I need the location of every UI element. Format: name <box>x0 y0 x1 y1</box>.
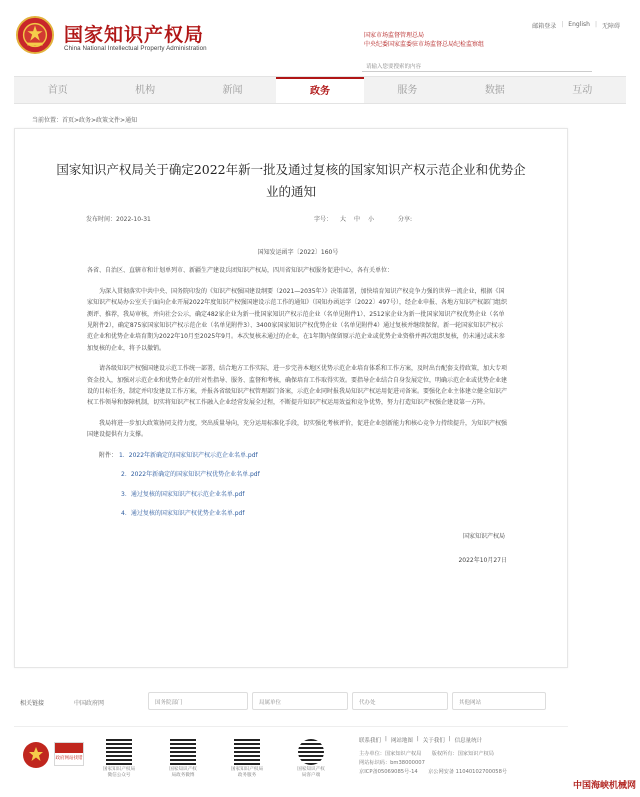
nav-interaction[interactable]: 互动 <box>572 85 593 96</box>
divider: | <box>416 736 419 742</box>
qr-code-icon <box>170 739 196 765</box>
footer-link-contact[interactable]: 联系我们 <box>359 738 382 744</box>
site-header <box>0 0 640 76</box>
nav-government-affairs[interactable]: 政务 <box>276 77 363 103</box>
document-number: 国知发运函字〔2022〕160号 <box>257 249 339 256</box>
main-nav <box>14 76 626 104</box>
attachment-list <box>121 469 509 519</box>
footer-link-about[interactable]: 关于我们 <box>422 738 445 744</box>
article-panel <box>14 128 568 668</box>
other-sites-select[interactable]: 其他网站 <box>452 692 546 710</box>
attachment-link[interactable]: 1．2022年新确定的国家知识产权示范企业名单.pdf <box>118 451 258 459</box>
find-error-badge[interactable] <box>54 742 84 766</box>
divider: | <box>385 736 387 742</box>
paragraph-3: 我局将进一步加大政策协同支持力度，突出质量导向，充分运用标准化手段，切实强化考核评价，促进企业创新能力和核心竞争力持续提升，为知识产权强国建设提供有力支撑。 <box>87 419 508 439</box>
footer-icp[interactable]: 京ICP备05069085号-14 京公网安备 11040102700058号 <box>359 769 508 775</box>
font-size-control <box>314 214 374 223</box>
logo-title[interactable]: 国家知识产权局 <box>64 24 205 46</box>
footer-link-statistics[interactable]: 信息量统计 <box>454 738 483 744</box>
qr-caption: 国家知识产权局 政务服务 <box>230 767 264 778</box>
font-size-small-button[interactable]: 小 <box>368 216 375 223</box>
footer-site-id: 网站标识码：bm38000007 <box>359 760 425 766</box>
nav-news[interactable]: 新闻 <box>222 85 243 96</box>
supervisor-line-1[interactable]: 国家市场监督管理总局 <box>364 32 425 39</box>
attachment-link[interactable]: 4．通过复核的国家知识产权优势企业名单.pdf <box>121 509 245 517</box>
watermark-text: 中国海峡机械网 <box>572 781 636 791</box>
site-footer <box>14 726 568 788</box>
divider: | <box>594 21 597 28</box>
related-links <box>0 688 640 718</box>
salutation: 各省、自治区、直辖市和计划单列市、新疆生产建设兵团知识产权局，四川省知识产权服务促进中心，各有关单位： <box>87 267 394 275</box>
nav-organization[interactable]: 机构 <box>135 85 156 96</box>
divider: | <box>561 21 564 28</box>
gov-site-link[interactable]: 中国政府网 <box>74 700 105 707</box>
footer-info <box>359 750 507 777</box>
attachment-row-4 <box>121 508 509 519</box>
article-body <box>87 247 509 566</box>
top-links <box>532 21 620 30</box>
nav-services[interactable]: 服务 <box>397 85 418 96</box>
font-size-medium-button[interactable]: 中 <box>354 216 361 223</box>
affiliated-units-select[interactable]: 局属单位 <box>252 692 348 710</box>
footer-link-sitemap[interactable]: 网站地图 <box>390 738 413 744</box>
qr-caption: 国家知识产权局 微信公众号 <box>102 767 136 778</box>
attachment-row-3 <box>121 489 509 500</box>
nav-home[interactable]: 首页 <box>47 85 68 96</box>
national-emblem-icon[interactable] <box>16 16 54 54</box>
breadcrumb[interactable]: 当前位置：首页>政务>政策文件>通知 <box>32 117 138 124</box>
font-size-label: 字号： <box>314 216 333 223</box>
find-error-badge-label: 政府网站找错 <box>55 756 83 761</box>
qr-code-icon <box>298 739 324 765</box>
qr-caption: 国家知识产权 局客户端 <box>297 767 325 778</box>
party-government-badge-icon[interactable] <box>22 741 50 769</box>
share-label[interactable]: 分享: <box>398 216 413 223</box>
state-council-select[interactable]: 国务院部门 <box>148 692 248 710</box>
publish-date: 发布时间：2022-10-31 <box>86 216 151 223</box>
top-link-accessibility[interactable]: 无障碍 <box>601 23 620 30</box>
attachment-link[interactable]: 2．2022年新确定的国家知识产权优势企业名单.pdf <box>121 471 260 479</box>
attachment-row-2 <box>121 469 509 480</box>
attachments-label: 附件： <box>99 451 118 459</box>
logo-subtitle: China National Intellectual Property Administration <box>64 45 207 52</box>
attachment-link[interactable]: 3．通过复核的国家知识产权示范企业名单.pdf <box>121 490 245 498</box>
article-title: 国家知识产权局关于确定2022年新一批及通过复核的国家知识产权示范企业和优势企业的通知 <box>56 162 526 199</box>
signature: 国家知识产权局 <box>462 533 505 541</box>
paragraph-2: 请各级知识产权强国建设示范工作统一部署，结合地方工作实际，进一步完善本地区优势示范企业培育体系和工作方案，及时出台配套支持政策，加大专项资金投入，加强对示范企业和优势企业的针对性指导、服务、监督和考核，确保培育工作取得实效。要指导企业结合自身发展定位，明确示范企业或优势企业建设的目标任务，制定并印发建设工作方案，并报各省级知识产权管理部门备案，示范企业同时报我局知识产权运用促进司备案。要强化企业主体建立健全知识产权工作领导和保障机制，切实将知识产权工作融入企业经营发展全过程，不断提升知识产权运用效益和竞争优势，努力打造知识产权强企建设第一方阵。 <box>87 365 508 407</box>
nav-data[interactable]: 数据 <box>484 85 505 96</box>
footer-sponsor: 主办单位：国家知识产权局 版权所有：国家知识产权局 <box>359 751 494 757</box>
search-input[interactable]: 请输入您要搜索的内容 <box>362 60 592 72</box>
top-link-english[interactable]: English <box>568 21 590 28</box>
attachment-row-1 <box>99 450 509 461</box>
signature-date: 2022年10月27日 <box>458 556 507 564</box>
qr-caption: 国家知识产权 局政务微博 <box>169 767 197 778</box>
divider: | <box>448 736 451 742</box>
paragraph-1: 为深入贯彻落实中共中央、国务院印发的《知识产权强国建设纲要（2021—2035年）》决策部署，加快培育知识产权竞争力强的世界一流企业，根据《国家知识产权局办公室关于面向企业开展2022年度知识产权强国建设示范工作的通知》（国知办函运字〔2022〕497号），经企业申报、各地方知识产权部门组织测评、推荐，我局审核，并向社会公示，确定482家企业为新一批国家知识产权示范企业（名单见附件1）、2512家企业为新一批国家知识产权优势企业（名单见附件2），确定875家国家知识产权示范企业（名单见附件3）、3400家国家知识产权优势企业（名单见附件4）通过复核并继续保留。新一轮国家知识产权示范企业和优势企业培育期为2022年10月至2025年9月。本次复核未通过的企业，在1年期内保留原示范企业或优势企业资格并再次组织复核，仍未通过或未参加复核的企业，将予以撤销。 <box>87 287 507 352</box>
supervisor-info <box>364 31 484 49</box>
footer-links <box>359 736 482 744</box>
supervisor-line-2[interactable]: 中央纪委国家监委驻市场监督总局纪检监察组 <box>364 41 485 48</box>
font-size-large-button[interactable]: 大 <box>340 216 347 223</box>
top-link-mail[interactable]: 邮箱登录 <box>532 23 557 30</box>
agency-office-select[interactable]: 代办处 <box>352 692 448 710</box>
find-error-badge-band <box>55 743 83 753</box>
qr-code-icon <box>234 739 260 765</box>
qr-code-icon <box>106 739 132 765</box>
article-meta <box>86 214 527 224</box>
related-links-label: 相关链接 <box>20 700 45 707</box>
